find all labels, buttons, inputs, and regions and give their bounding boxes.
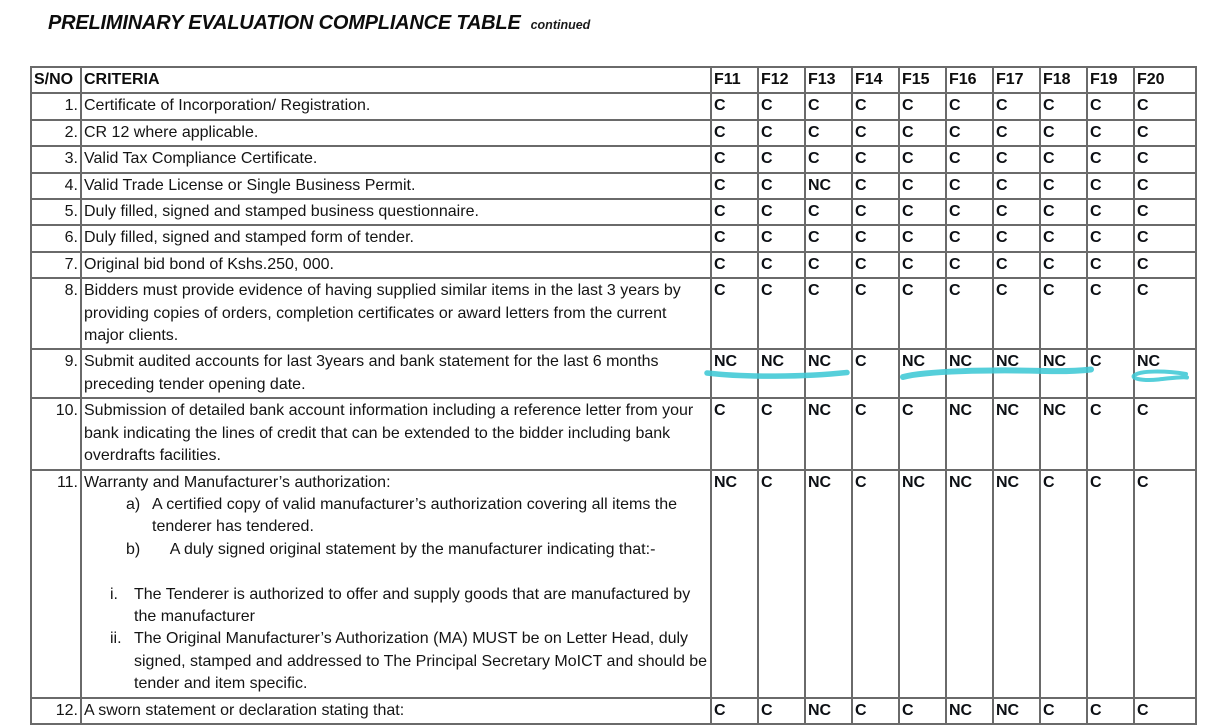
criteria-cell	[81, 470, 711, 698]
compliance-cell-f20: C	[1134, 225, 1196, 251]
compliance-cell-f16: NC	[946, 349, 993, 398]
table-row-2	[31, 120, 1196, 146]
column-header-f18: F18	[1040, 67, 1087, 93]
sno-cell: 9.	[31, 349, 81, 398]
sno-cell: 6.	[31, 225, 81, 251]
compliance-cell-f11: C	[711, 93, 758, 119]
compliance-cell-f13: NC	[805, 398, 852, 469]
column-header-sno: S/NO	[31, 67, 81, 93]
compliance-cell-f17: C	[993, 252, 1040, 278]
compliance-cell-f14: C	[852, 146, 899, 172]
table-row-6	[31, 225, 1196, 251]
compliance-cell-f18: NC	[1040, 398, 1087, 469]
column-header-f14: F14	[852, 67, 899, 93]
compliance-cell-f17: NC	[993, 470, 1040, 698]
compliance-cell-f19: C	[1087, 93, 1134, 119]
column-header-f19: F19	[1087, 67, 1134, 93]
compliance-cell-f19: C	[1087, 173, 1134, 199]
compliance-cell-f12: C	[758, 199, 805, 225]
column-header-f17: F17	[993, 67, 1040, 93]
compliance-cell-f16: C	[946, 278, 993, 349]
compliance-cell-f13: C	[805, 252, 852, 278]
page-title: PRELIMINARY EVALUATION COMPLIANCE TABLE	[48, 12, 521, 34]
column-header-f16: F16	[946, 67, 993, 93]
compliance-cell-f20: C	[1134, 698, 1196, 724]
compliance-cell-f12: C	[758, 120, 805, 146]
compliance-cell-f18: C	[1040, 252, 1087, 278]
table-row-11	[31, 470, 1196, 698]
subitem-text: A certified copy of valid manufacturer’s authorization covering all items the tenderer has tendered.	[152, 495, 678, 536]
subitem-marker: ii.	[110, 630, 122, 648]
compliance-cell-f17: C	[993, 278, 1040, 349]
compliance-cell-f16: NC	[946, 698, 993, 724]
column-header-criteria: CRITERIA	[81, 67, 711, 93]
compliance-cell-f14: C	[852, 698, 899, 724]
compliance-cell-f16: C	[946, 252, 993, 278]
page-title-continued: continued	[530, 18, 591, 32]
compliance-cell-f12: C	[758, 146, 805, 172]
compliance-cell-f13: C	[805, 225, 852, 251]
compliance-cell-f11: C	[711, 398, 758, 469]
compliance-cell-f15: C	[899, 199, 946, 225]
criteria-cell: Duly filled, signed and stamped business questionnaire.	[81, 199, 711, 225]
compliance-cell-f14: C	[852, 470, 899, 698]
table-row-8	[31, 278, 1196, 349]
compliance-cell-f15: C	[899, 278, 946, 349]
compliance-cell-f15: C	[899, 252, 946, 278]
compliance-cell-f18: C	[1040, 199, 1087, 225]
criteria-cell: Valid Tax Compliance Certificate.	[81, 146, 711, 172]
compliance-cell-f19: C	[1087, 398, 1134, 469]
compliance-cell-f19: C	[1087, 199, 1134, 225]
subitem-marker: b)	[126, 540, 141, 558]
compliance-cell-f16: C	[946, 199, 993, 225]
compliance-cell-f18: C	[1040, 120, 1087, 146]
compliance-cell-f17: NC	[993, 349, 1040, 398]
compliance-cell-f17: C	[993, 173, 1040, 199]
subitem-text: The Tenderer is authorized to offer and supply goods that are manufactured by the manufacturer	[134, 585, 691, 625]
sno-cell: 1.	[31, 93, 81, 119]
compliance-cell-f18: C	[1040, 225, 1087, 251]
compliance-cell-f13: C	[805, 199, 852, 225]
compliance-cell-f17: C	[993, 225, 1040, 251]
criteria-cell: A sworn statement or declaration stating that:	[81, 698, 711, 724]
compliance-cell-f15: C	[899, 698, 946, 724]
compliance-cell-f11: C	[711, 199, 758, 225]
criteria-subitem-b	[84, 539, 708, 561]
compliance-cell-f18: C	[1040, 146, 1087, 172]
compliance-cell-f20: C	[1134, 93, 1196, 119]
criteria-line: Warranty and Manufacturer’s authorization:	[84, 473, 391, 491]
compliance-cell-f13: C	[805, 120, 852, 146]
compliance-cell-f14: C	[852, 120, 899, 146]
compliance-cell-f19: C	[1087, 349, 1134, 398]
compliance-cell-f12: C	[758, 698, 805, 724]
table-row-4	[31, 173, 1196, 199]
table-row-3	[31, 146, 1196, 172]
compliance-cell-f11: C	[711, 120, 758, 146]
criteria-cell: Submission of detailed bank account information including a reference letter from your bank indicating the lines of credit that can be extended to the bidder including bank overdrafts facilities.	[81, 398, 711, 469]
compliance-cell-f11: NC	[711, 349, 758, 398]
table-row-12	[31, 698, 1196, 724]
criteria-subitem-ii	[84, 628, 708, 695]
compliance-cell-f13: NC	[805, 173, 852, 199]
compliance-cell-f13: NC	[805, 470, 852, 698]
compliance-cell-f20: NC	[1134, 349, 1196, 398]
column-header-f11: F11	[711, 67, 758, 93]
compliance-cell-f13: C	[805, 278, 852, 349]
compliance-cell-f11: C	[711, 278, 758, 349]
compliance-cell-f16: C	[946, 225, 993, 251]
compliance-cell-f19: C	[1087, 470, 1134, 698]
compliance-cell-f15: C	[899, 93, 946, 119]
compliance-cell-f17: NC	[993, 698, 1040, 724]
criteria-cell: Bidders must provide evidence of having supplied similar items in the last 3 years by providing copies of orders, completion certificates or award letters from the current major clients.	[81, 278, 711, 349]
sno-cell: 8.	[31, 278, 81, 349]
compliance-cell-f18: C	[1040, 698, 1087, 724]
compliance-cell-f16: C	[946, 93, 993, 119]
compliance-cell-f16: C	[946, 120, 993, 146]
title-row	[48, 12, 590, 35]
subitem-text: The Original Manufacturer’s Authorization (MA) MUST be on Letter Head, duly signed, stamped and addressed to The Principal Secretary MoICT and should be tender and item specific.	[134, 630, 708, 693]
compliance-cell-f14: C	[852, 349, 899, 398]
compliance-cell-f12: C	[758, 225, 805, 251]
column-header-f13: F13	[805, 67, 852, 93]
compliance-cell-f16: C	[946, 146, 993, 172]
column-header-f20: F20	[1134, 67, 1196, 93]
compliance-cell-f11: C	[711, 225, 758, 251]
compliance-cell-f11: NC	[711, 470, 758, 698]
criteria-cell: Valid Trade License or Single Business Permit.	[81, 173, 711, 199]
compliance-cell-f14: C	[852, 199, 899, 225]
compliance-cell-f19: C	[1087, 698, 1134, 724]
compliance-cell-f18: C	[1040, 173, 1087, 199]
compliance-cell-f12: C	[758, 252, 805, 278]
sno-cell: 11.	[31, 470, 81, 698]
compliance-cell-f19: C	[1087, 278, 1134, 349]
compliance-cell-f15: C	[899, 398, 946, 469]
compliance-cell-f12: NC	[758, 349, 805, 398]
compliance-cell-f14: C	[852, 278, 899, 349]
criteria-blank-line	[84, 561, 708, 583]
compliance-cell-f14: C	[852, 252, 899, 278]
compliance-cell-f18: C	[1040, 470, 1087, 698]
criteria-cell: Original bid bond of Kshs.250, 000.	[81, 252, 711, 278]
compliance-cell-f12: C	[758, 173, 805, 199]
compliance-cell-f15: C	[899, 146, 946, 172]
sno-cell: 4.	[31, 173, 81, 199]
compliance-cell-f13: C	[805, 146, 852, 172]
sno-cell: 12.	[31, 698, 81, 724]
table-row-7	[31, 252, 1196, 278]
compliance-cell-f12: C	[758, 470, 805, 698]
compliance-cell-f15: C	[899, 120, 946, 146]
compliance-cell-f19: C	[1087, 252, 1134, 278]
compliance-cell-f19: C	[1087, 120, 1134, 146]
sno-cell: 7.	[31, 252, 81, 278]
subitem-marker: a)	[126, 495, 141, 513]
compliance-cell-f14: C	[852, 398, 899, 469]
table-row-10	[31, 398, 1196, 469]
compliance-cell-f20: C	[1134, 470, 1196, 698]
compliance-cell-f18: C	[1040, 278, 1087, 349]
compliance-cell-f11: C	[711, 173, 758, 199]
criteria-subitem-i	[84, 584, 708, 629]
sno-cell: 3.	[31, 146, 81, 172]
compliance-cell-f15: NC	[899, 470, 946, 698]
compliance-cell-f20: C	[1134, 120, 1196, 146]
compliance-cell-f18: NC	[1040, 349, 1087, 398]
sno-cell: 2.	[31, 120, 81, 146]
compliance-table	[30, 66, 1197, 725]
sno-cell: 10.	[31, 398, 81, 469]
compliance-cell-f20: C	[1134, 199, 1196, 225]
criteria-cell: Certificate of Incorporation/ Registration.	[81, 93, 711, 119]
column-header-f12: F12	[758, 67, 805, 93]
compliance-cell-f14: C	[852, 93, 899, 119]
compliance-cell-f15: NC	[899, 349, 946, 398]
header-row	[31, 67, 1196, 93]
compliance-cell-f11: C	[711, 252, 758, 278]
table-row-9	[31, 349, 1196, 398]
criteria-cell: Submit audited accounts for last 3years and bank statement for the last 6 months preceding tender opening date.	[81, 349, 711, 398]
subitem-marker: i.	[110, 585, 118, 603]
compliance-cell-f11: C	[711, 698, 758, 724]
compliance-cell-f17: NC	[993, 398, 1040, 469]
compliance-cell-f15: C	[899, 173, 946, 199]
criteria-subitem-a	[84, 494, 708, 539]
table-row-1	[31, 93, 1196, 119]
compliance-cell-f17: C	[993, 93, 1040, 119]
criteria-cell: Duly filled, signed and stamped form of tender.	[81, 225, 711, 251]
compliance-cell-f20: C	[1134, 173, 1196, 199]
compliance-cell-f12: C	[758, 398, 805, 469]
compliance-cell-f16: NC	[946, 470, 993, 698]
compliance-cell-f16: C	[946, 173, 993, 199]
compliance-cell-f15: C	[899, 225, 946, 251]
compliance-cell-f13: NC	[805, 698, 852, 724]
compliance-cell-f20: C	[1134, 398, 1196, 469]
compliance-cell-f20: C	[1134, 146, 1196, 172]
sno-cell: 5.	[31, 199, 81, 225]
compliance-cell-f20: C	[1134, 278, 1196, 349]
compliance-cell-f19: C	[1087, 225, 1134, 251]
compliance-cell-f16: NC	[946, 398, 993, 469]
compliance-cell-f11: C	[711, 146, 758, 172]
column-header-f15: F15	[899, 67, 946, 93]
table-row-5	[31, 199, 1196, 225]
compliance-cell-f20: C	[1134, 252, 1196, 278]
compliance-cell-f17: C	[993, 120, 1040, 146]
compliance-cell-f13: C	[805, 93, 852, 119]
compliance-cell-f19: C	[1087, 146, 1134, 172]
compliance-cell-f18: C	[1040, 93, 1087, 119]
compliance-cell-f14: C	[852, 225, 899, 251]
compliance-cell-f17: C	[993, 199, 1040, 225]
compliance-cell-f13: NC	[805, 349, 852, 398]
compliance-cell-f17: C	[993, 146, 1040, 172]
compliance-cell-f14: C	[852, 173, 899, 199]
compliance-cell-f12: C	[758, 93, 805, 119]
compliance-cell-f12: C	[758, 278, 805, 349]
criteria-cell: CR 12 where applicable.	[81, 120, 711, 146]
subitem-text: A duly signed original statement by the manufacturer indicating that:-	[152, 540, 656, 558]
